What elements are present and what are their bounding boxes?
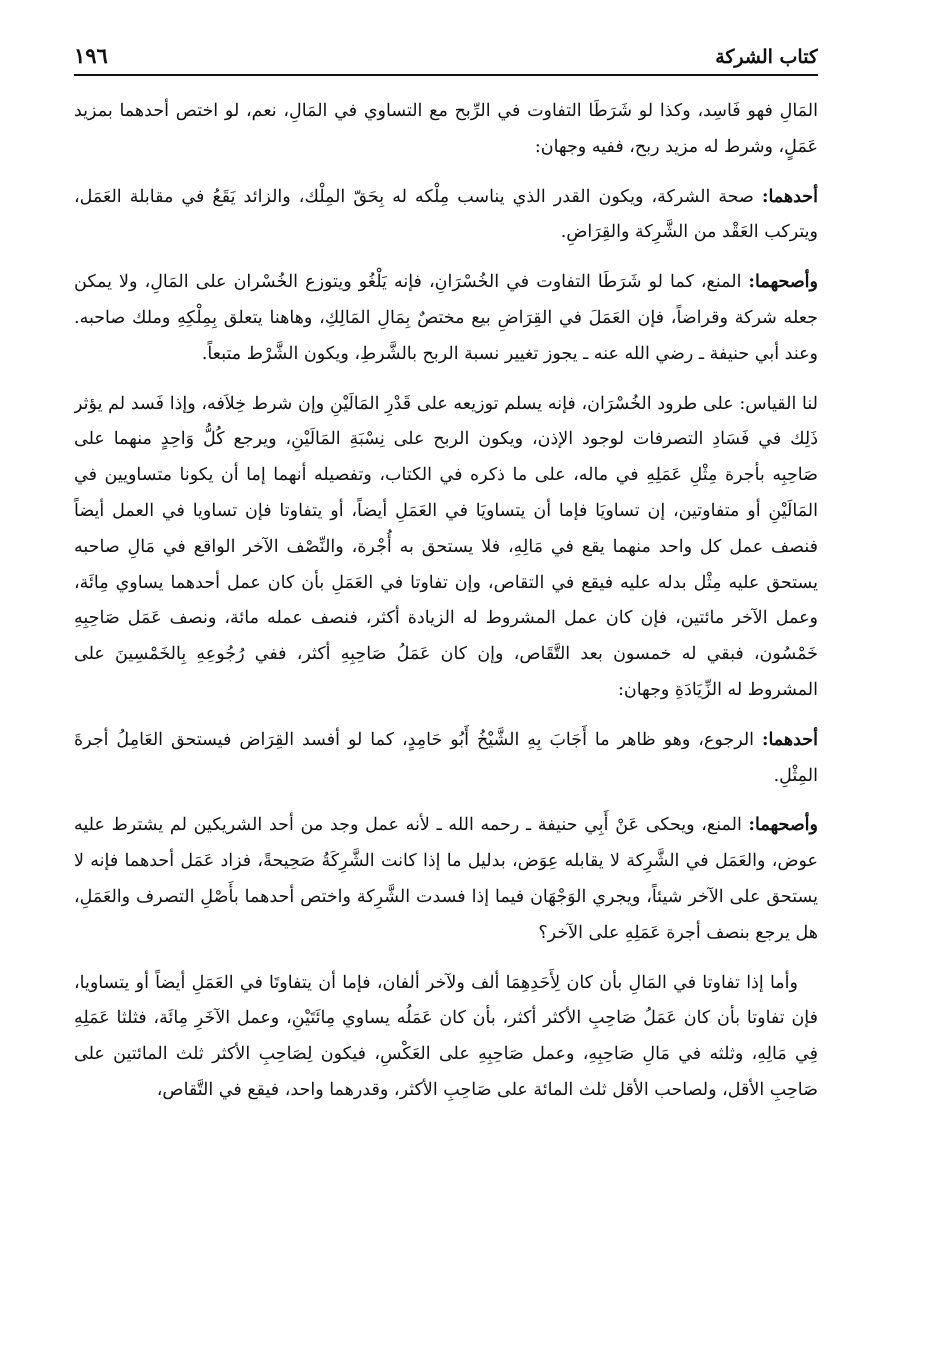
paragraph-1 — [74, 94, 818, 166]
paragraph-6 — [74, 808, 818, 951]
paragraph-5 — [74, 723, 818, 795]
paragraph-4 — [74, 387, 818, 709]
header-title: كتاب الشركة — [715, 46, 818, 68]
running-header — [74, 38, 818, 76]
paragraph-text: المَالِ فهو فَاسِد، وكذا لو شَرَطَا التفاوت في الرِّبح مع التساوي في المَالِ، نعم، لو اختص أحدهما بمزيد عَمَلٍ، وشرط له مزيد ربح، ففيه وجهان: — [74, 101, 818, 157]
paragraph-text: المنع، ويحكى عَنْ أَبِي حنيفة ـ رحمه الله ـ لأنه عمل وجد من أحد الشريكين لم يشترط عليه عوض، والعَمَل في الشَّرِكة لا يقابله عِوَض، بدليل ما إذا كانت الشَّرِكَةُ صَحِيحةً، فزاد عَمَل أحدهما فإنه لا يستحق على الآخر شيئاً، ويجري الوَجْهَان فيما إذا فسدت الشَّرِكة واختص أحدهما بأَصْلِ التصرف والعَمَلِ، هل يرجع بنصف أجرة عَمَلِهِ على الآخر؟ — [74, 815, 818, 943]
paragraph-7 — [74, 966, 818, 1109]
paragraph-lead: أحدهما: — [761, 729, 818, 750]
paragraph-text: وأما إذا تفاوتا في المَالِ بأن كان لِأَحَدِهِمَا ألف ولآخر ألفان، فإما أن يتفاوتَا في العَمَلِ أيضاً أو يتساويا، فإن تفاوتا بأن كان عَمَلُ صَاحِبِ الأكثر أكثر، بأن كان عَمَلُه يساوي مِائَتَيْنِ، وعمل الآخَرِ مِائَة، فثلثا عَمَلِهِ فِي مَالِهِ، وثلثه في مَالِ صَاحِبِهِ، وعمل صَاحِبِهِ على العَكْسِ، فيكون لِصَاحِبِ الأكثر ثلث المائتين على صَاحِبِ الأقل، ولصاحب الأقل ثلث المائة على صَاحِبِ الأكثر، وقدرهما واحد، فيقع في التَّقاص، — [74, 972, 818, 1100]
body-text — [74, 94, 818, 1109]
paragraph-lead: وأصحهما: — [748, 815, 818, 836]
paragraph-2 — [74, 180, 818, 252]
paragraph-text: صحة الشركة، ويكون القدر الذي يناسب مِلْكه له بِحَقّ المِلْك، والزائد يَقَعُ في مقابلة العَمَل، ويتركب العَقْد من الشَّرِكة والقِرَاضِ. — [74, 186, 818, 243]
paragraph-text: الرجوع، وهو ظاهر ما أَجَابَ بِهِ الشَّيْخُ أَبُو حَامِدٍ، كما لو أفسد القِرَاض فيستحق العَامِلُ أجرةَ المِثْلِ. — [74, 729, 818, 786]
paragraph-text: المنع، كما لو شَرَطَا التفاوت في الخُسْرَانِ، فإنه يَلْغُو ويتوزع الخُسْران على المَالِ، ولا يمكن جعله شركة وقراضاً، فإن العَمَلَ في القِرَاضِ بيع مختصٌ بِمَالِ المَالِكِ، وهاهنا يتعلق بِمِلْكِهِ وملك صاحبه. وعند أبي حنيفة ـ رضي الله عنه ـ يجوز تغيير نسبة الربح بالشَّرطِ، ويكون الشَّرْط متبعاً. — [74, 272, 818, 364]
paragraph-lead: وأصحهما: — [748, 272, 818, 293]
paragraph-3 — [74, 265, 818, 372]
paragraph-lead: أحدهما: — [761, 186, 818, 207]
book-page — [74, 38, 818, 1328]
paragraph-text: لنا القياس: على طرود الخُسْرَان، فإنه يسلم توزيعه على قَدْرِ المَالَيْنِ وإن شرط خِلاَفه، وإذا فَسد لم يؤثر ذَلِك في فَسَادِ التصرفات لوجود الإذن، ويكون الربح على نِسْبَةِ المَالَيْنِ، ويرجع كُلُّ وَاحِدٍ منهما على صَاحِبِه بأجرة مِثْلِ عَمَلِهِ في ماله، على ما ذكره في الكتاب، وتفصيله أنهما إما أن يكونا متساويين في المَالَيْنِ أو متفاوتين، إن تساويَا فإما أن يتساويَا في العَمَلِ أيضاً، أو يتفاوتا فإن تساويا في العمل أيضاً فنصف عمل كل واحد منهما يقع في مَالِهِ، فلا يستحق به أُجْرة، والنِّصْف الآخر الواقع في مَالِ صاحبه يستحق عليه مِثْل بدله عليه فيقع في التقاص، وإن تفاوتا في العَمَلِ بأن كان عمل أحدهما يساوي مِائَة، وعمل الآخر مائتين، فإن كان عمل المشروط له الزيادة أكثر، فنصف عمله مائة، ونصف عَمَل صَاحِبِهِ خَمْسُون، فبقي له خمسون بعد التَّقَاص، وإن كان عَمَلُ صَاحِبِهِ أكثر، ففي رُجُوعِهِ بِالخَمْسِينَ على المشروط له الزِّيَادَةِ وجهان: — [74, 393, 818, 700]
page-number: ١٩٦ — [74, 43, 108, 68]
